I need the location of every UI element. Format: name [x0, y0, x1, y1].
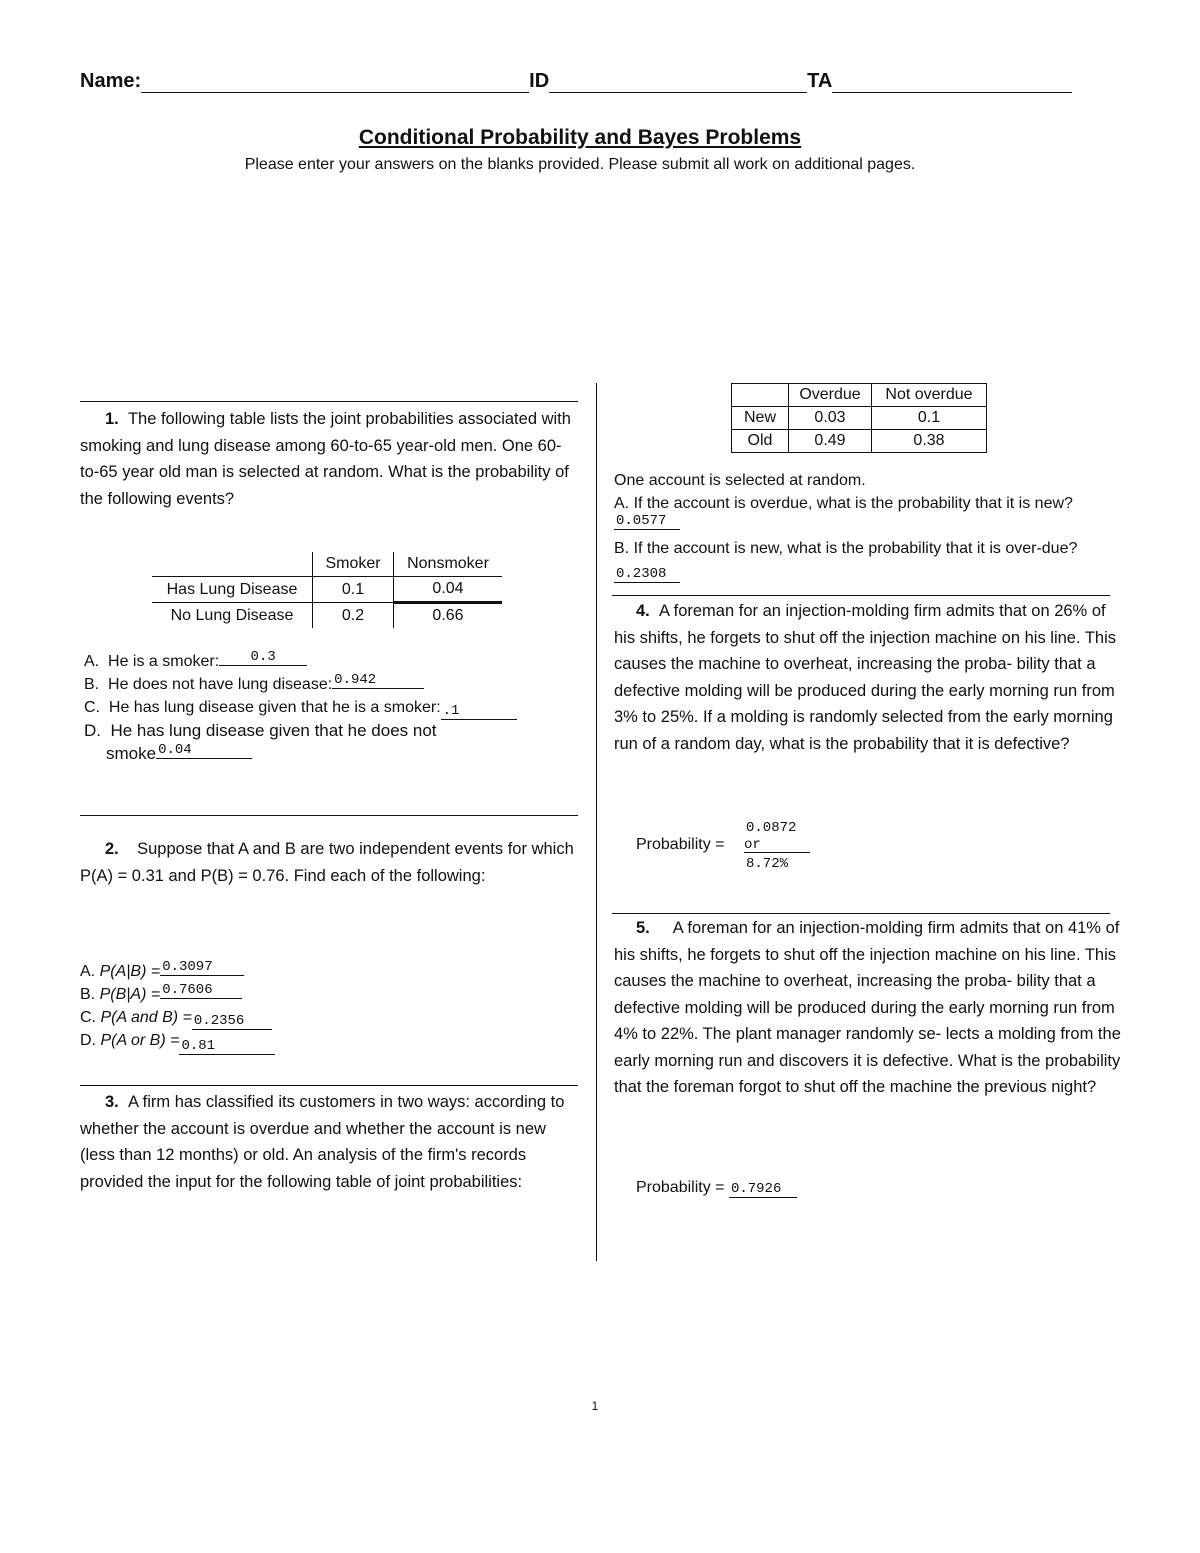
q2-top-rule [80, 815, 578, 816]
answer-blank[interactable]: 0.3097 [160, 959, 244, 976]
answer-blank[interactable]: 0.942 [332, 672, 424, 689]
id-label: ID [529, 70, 550, 92]
answer-blank[interactable]: 0.7606 [160, 982, 242, 999]
q1-cell: 0.66 [432, 607, 464, 624]
name-label: Name: [80, 70, 142, 92]
id-blank[interactable] [549, 74, 807, 93]
q3-text: 3. A firm has classified its customers in two ways: according to whether the account is overdue and whether the account is new (less than 12 months) or old. An analysis of the firm's records provided the input for the following table of joint probabilities: [80, 1093, 565, 1191]
q3-cell: 0.1 [872, 407, 987, 430]
q2-items [80, 960, 275, 1052]
answer-blank[interactable]: 0.0577 [614, 513, 680, 530]
answer-blank[interactable]: .1 [441, 703, 517, 720]
q3-cell: 0.49 [789, 430, 872, 453]
q1-cell: 0.04 [394, 577, 503, 603]
list-item: B. P(B|A) = 0.7606 [80, 983, 275, 1006]
q3-col-header: Not overdue [872, 384, 987, 407]
list-item: C. P(A and B) = 0.2356 [80, 1006, 275, 1029]
page-number: 1 [591, 1399, 599, 1413]
q1-table [152, 552, 502, 628]
q4-answer-3[interactable]: 8.72% [746, 856, 789, 872]
answer-blank[interactable]: 0.7926 [729, 1181, 797, 1198]
q3-table [731, 383, 987, 453]
q3-row-label: Old [732, 430, 789, 453]
q1-cell: 0.1 [313, 577, 394, 603]
q3-item-b: B. If the account is new, what is the probability that it is over-due? 0.2308 [614, 539, 1078, 582]
q1-col-header: Nonsmoker [407, 555, 489, 572]
q1-row-label: Has Lung Disease [166, 580, 298, 598]
ta-label: TA [807, 70, 833, 92]
q5-number: 5. [636, 919, 650, 937]
q5-text: 5. A foreman for an injection-molding firm admits that on 41% of his shifts, he forgets to shut off the injection machine on his line. This causes the machine to overheat, increasing the proba- bility that a defective molding will be produced during the early morning run from 4% to 22%. The plant manager randomly se- lects a molding from the early morning run and discovers it is defective. What is the probability that the foreman forgot to shut off the machine the previous night? [614, 919, 1121, 1096]
page-subtitle: Please enter your answers on the blanks provided. Please submit all work on additional pages. [244, 156, 916, 173]
q4-answer-1[interactable]: 0.0872 [746, 820, 797, 836]
ta-blank[interactable] [832, 74, 1072, 93]
q1-top-rule [80, 401, 578, 402]
page-title: Conditional Probability and Bayes Problems [358, 126, 802, 149]
q1-row-label: No Lung Disease [170, 606, 294, 624]
q4-answer-2[interactable]: or [744, 838, 810, 853]
q1-col-header: Smoker [313, 552, 394, 577]
q5-top-rule [612, 913, 1110, 914]
column-divider [596, 383, 597, 1261]
q4-prob-label: Probability = [636, 836, 725, 853]
q1-number: 1. [105, 410, 119, 428]
q3-col-header: Overdue [789, 384, 872, 407]
q3-cell: 0.38 [872, 430, 987, 453]
q3-intro: One account is selected at random. [614, 472, 866, 489]
q5-answer [636, 1176, 797, 1199]
q1-items [84, 650, 517, 765]
answer-blank[interactable]: 0.2308 [614, 566, 680, 583]
header [80, 70, 1085, 93]
list-item: smoke 0.04 [84, 742, 517, 765]
list-item: B. He does not have lung disease: 0.942 [84, 673, 517, 696]
answer-blank[interactable]: 0.04 [156, 742, 252, 759]
answer-blank[interactable]: 0.81 [179, 1038, 275, 1055]
q3-item-a: A. If the account is overdue, what is the probability that it is new? 0.0577 [614, 494, 1073, 529]
name-blank[interactable] [141, 74, 529, 93]
q4-text: 4. A foreman for an injection-molding firm admits that on 26% of his shifts, he forgets to shut off the injection machine on his line. This causes the machine to overheat, increasing the proba- bility that a defective molding will be produced during the early morning run from 3% to 25%. If a molding is randomly selected from the early morning run of a random day, what is the probability that it is defective? [614, 602, 1117, 753]
answer-blank[interactable]: 0.2356 [192, 1013, 272, 1030]
answer-blank[interactable]: 0.3 [219, 649, 307, 666]
q2-text: 2. Suppose that A and B are two independent events for which P(A) = 0.31 and P(B) = 0.76. Find each of the following: [80, 840, 574, 885]
q4-answer [636, 818, 936, 878]
list-item: A. He is a smoker: 0.3 [84, 650, 517, 673]
q1-text: 1. The following table lists the joint probabilities associated with smoking and lung disease among 60-to-65 year-old men. One 60-to-65 year old man is selected at random. What is the probability of the following events? [80, 410, 571, 508]
list-item: C. He has lung disease given that he is a smoker: .1 [84, 696, 517, 719]
q2-number: 2. [105, 840, 119, 858]
q3-number: 3. [105, 1093, 119, 1111]
list-item: D. He has lung disease given that he does not [84, 721, 437, 740]
q4-number: 4. [636, 602, 650, 620]
q3-questions [614, 470, 1102, 583]
q3-cell: 0.03 [789, 407, 872, 430]
q3-row-label: New [732, 407, 789, 430]
q5-prob-label: Probability = [636, 1179, 725, 1196]
list-item: D. P(A or B) = 0.81 [80, 1029, 275, 1052]
list-item: A. P(A|B) = 0.3097 [80, 960, 275, 983]
q3-top-rule [80, 1085, 578, 1086]
q1-cell: 0.2 [313, 603, 394, 629]
q4-top-rule [612, 595, 1110, 596]
